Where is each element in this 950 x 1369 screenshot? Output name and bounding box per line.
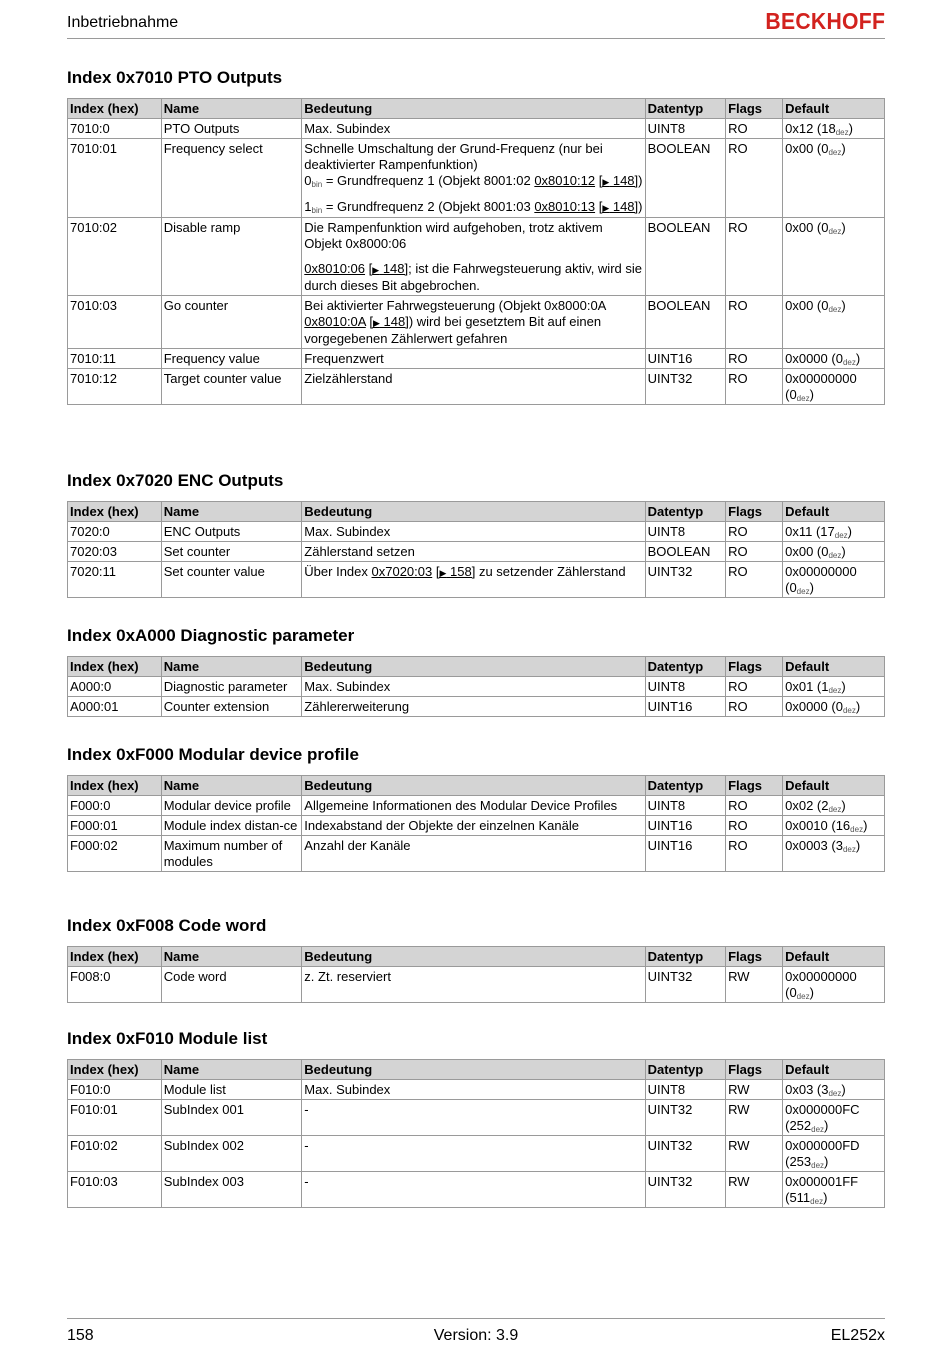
column-header-datatype: Datentyp <box>645 502 725 522</box>
cell-index: 7020:03 <box>68 542 162 562</box>
table-header-row <box>68 776 885 796</box>
cell-default: 0x11 $(17_{dez})$ <box>783 522 885 542</box>
cell-name: PTO Outputs <box>161 119 302 139</box>
section-title: Index 0xF000 Modular device profile <box>67 745 359 764</box>
table-header-row <box>68 657 885 677</box>
cell-name: Counter extension <box>161 697 302 717</box>
table-row <box>68 677 885 697</box>
column-header-name: Name <box>161 657 302 677</box>
column-header-datatype: Datentyp <box>645 1060 725 1080</box>
cell-flags: RO <box>726 349 783 369</box>
column-header-default: Default <box>783 1060 885 1080</box>
column-header-datatype: Datentyp <box>645 99 725 119</box>
cell-flags: RO <box>726 816 783 836</box>
object-table <box>67 656 885 717</box>
column-header-default: Default <box>783 776 885 796</box>
cell-name: Frequency select <box>161 139 302 218</box>
column-header-index: Index (hex) <box>68 657 162 677</box>
cell-meaning: Über Index 0x7020:03 [▶ 158] zu setzender Zählerstand <box>302 562 645 598</box>
column-header-flags: Flags <box>726 947 783 967</box>
cell-name: SubIndex 001 <box>161 1100 302 1136</box>
cell-default: 0x00 $(0_{dez})$ <box>783 296 885 349</box>
header-title: Inbetriebnahme <box>67 14 179 31</box>
cell-name: Target counter value <box>161 369 302 405</box>
cell-index: 7010:0 <box>68 119 162 139</box>
column-header-flags: Flags <box>726 99 783 119</box>
column-header-name: Name <box>161 1060 302 1080</box>
cell-default: 0x12 $(18_{dez})$ <box>783 119 885 139</box>
cell-flags: RO <box>726 296 783 349</box>
cell-datatype: UINT8 <box>645 1080 725 1100</box>
object-table <box>67 946 885 1003</box>
cell-flags: RW <box>726 1100 783 1136</box>
column-header-default: Default <box>783 99 885 119</box>
table-row <box>68 139 885 218</box>
cell-meaning: Zielzählerstand <box>302 369 645 405</box>
cell-meaning: - <box>302 1100 645 1136</box>
cell-index: 7020:0 <box>68 522 162 542</box>
table-row <box>68 816 885 836</box>
table-header-row <box>68 99 885 119</box>
table-row <box>68 218 885 296</box>
object-table <box>67 775 885 872</box>
table-row <box>68 119 885 139</box>
table-row <box>68 542 885 562</box>
cell-datatype: UINT16 <box>645 816 725 836</box>
cell-datatype: BOOLEAN <box>645 296 725 349</box>
column-header-meaning: Bedeutung <box>302 502 645 522</box>
table-row <box>68 697 885 717</box>
cell-datatype: UINT16 <box>645 697 725 717</box>
column-header-index: Index (hex) <box>68 947 162 967</box>
cell-meaning: - <box>302 1172 645 1208</box>
column-header-index: Index (hex) <box>68 502 162 522</box>
cell-flags: RO <box>726 119 783 139</box>
cell-index: 7010:11 <box>68 349 162 369</box>
column-header-datatype: Datentyp <box>645 657 725 677</box>
cell-default: 0x00000000 $(0_{dez})$ <box>783 967 885 1003</box>
cell-default: 0x000001FF $(511_{dez})$ <box>783 1172 885 1208</box>
cell-flags: RW <box>726 1136 783 1172</box>
cell-name: Modular device profile <box>161 796 302 816</box>
cell-flags: RO <box>726 836 783 872</box>
column-header-flags: Flags <box>726 502 783 522</box>
column-header-index: Index (hex) <box>68 99 162 119</box>
cell-index: 7010:12 <box>68 369 162 405</box>
cell-flags: RW <box>726 1080 783 1100</box>
table-row <box>68 522 885 542</box>
cell-meaning: Schnelle Umschaltung der Grund-Frequenz (nur bei deaktivierter Rampenfunktion) $0_{bin}$ = Grundfrequenz 1 (Objekt 8001:02 0x8010:12 [▶ 148]) $1_{bin}$ = Grundfrequenz 2 (Objekt 8001:03 0x8010:13 [▶ 148]) <box>302 139 645 218</box>
cell-default: 0x00 $(0_{dez})$ <box>783 139 885 218</box>
section-title: Index 0x7020 ENC Outputs <box>67 471 284 490</box>
table-row <box>68 1172 885 1208</box>
cell-name: Module list <box>161 1080 302 1100</box>
column-header-meaning: Bedeutung <box>302 1060 645 1080</box>
column-header-meaning: Bedeutung <box>302 776 645 796</box>
cell-datatype: UINT8 <box>645 796 725 816</box>
cell-flags: RO <box>726 562 783 598</box>
table-row <box>68 1080 885 1100</box>
table-row <box>68 1100 885 1136</box>
page-footer <box>67 1318 885 1351</box>
cell-datatype: UINT8 <box>645 119 725 139</box>
section-title: Index 0x7010 PTO Outputs <box>67 68 283 87</box>
cell-name: Set counter value <box>161 562 302 598</box>
table-row <box>68 967 885 1003</box>
cell-meaning: Max. Subindex <box>302 1080 645 1100</box>
cell-flags: RW <box>726 1172 783 1208</box>
cell-datatype: UINT32 <box>645 562 725 598</box>
column-header-meaning: Bedeutung <box>302 947 645 967</box>
object-table <box>67 98 885 405</box>
cell-default: 0x000000FD $(253_{dez})$ <box>783 1136 885 1172</box>
page-header <box>67 8 885 39</box>
cell-name: Set counter <box>161 542 302 562</box>
cell-index: 7020:11 <box>68 562 162 598</box>
cell-meaning: Max. Subindex <box>302 677 645 697</box>
cell-datatype: UINT16 <box>645 349 725 369</box>
cell-meaning: Max. Subindex <box>302 522 645 542</box>
cell-index: 7010:03 <box>68 296 162 349</box>
cell-index: F008:0 <box>68 967 162 1003</box>
table-row <box>68 562 885 598</box>
cell-default: 0x01 $(1_{dez})$ <box>783 677 885 697</box>
cell-meaning: Max. Subindex <box>302 119 645 139</box>
column-header-default: Default <box>783 502 885 522</box>
cell-index: F000:0 <box>68 796 162 816</box>
cell-name: ENC Outputs <box>161 522 302 542</box>
cell-flags: RO <box>726 369 783 405</box>
cell-index: A000:0 <box>68 677 162 697</box>
cell-meaning: Allgemeine Informationen des Modular Device Profiles <box>302 796 645 816</box>
section-title: Index 0xF008 Code word <box>67 916 267 935</box>
cell-datatype: UINT32 <box>645 369 725 405</box>
cell-index: F010:03 <box>68 1172 162 1208</box>
cell-meaning: Bei aktivierter Fahrwegsteuerung (Objekt 0x8000:0A 0x8010:0A [▶ 148]) wird bei gesetztem Bit auf einen vorgegebenen Zählerwert gefahren <box>302 296 645 349</box>
cell-name: Module index distan-ce <box>161 816 302 836</box>
cell-meaning: Zählerstand setzen <box>302 542 645 562</box>
cell-flags: RO <box>726 218 783 296</box>
cell-datatype: UINT32 <box>645 1100 725 1136</box>
cell-name: SubIndex 003 <box>161 1172 302 1208</box>
cell-meaning: Zählererweiterung <box>302 697 645 717</box>
cell-flags: RW <box>726 967 783 1003</box>
cell-index: F010:02 <box>68 1136 162 1172</box>
cell-default: 0x0010 $(16_{dez})$ <box>783 816 885 836</box>
column-header-default: Default <box>783 657 885 677</box>
column-header-meaning: Bedeutung <box>302 99 645 119</box>
cell-index: 7010:01 <box>68 139 162 218</box>
cell-datatype: BOOLEAN <box>645 139 725 218</box>
cell-index: F000:02 <box>68 836 162 872</box>
cell-index: F010:0 <box>68 1080 162 1100</box>
table-header-row <box>68 502 885 522</box>
cell-datatype: UINT32 <box>645 967 725 1003</box>
cell-default: 0x0000 $(0_{dez})$ <box>783 697 885 717</box>
cell-datatype: UINT32 <box>645 1172 725 1208</box>
column-header-index: Index (hex) <box>68 1060 162 1080</box>
table-row <box>68 1136 885 1172</box>
cell-datatype: UINT8 <box>645 522 725 542</box>
cell-flags: RO <box>726 796 783 816</box>
document-version: Version: 3.9 <box>433 1327 519 1344</box>
column-header-meaning: Bedeutung <box>302 657 645 677</box>
table-row <box>68 296 885 349</box>
cell-default: 0x03 $(3_{dez})$ <box>783 1080 885 1100</box>
cell-name: Frequency value <box>161 349 302 369</box>
cell-meaning: - <box>302 1136 645 1172</box>
cell-name: SubIndex 002 <box>161 1136 302 1172</box>
table-header-row <box>68 947 885 967</box>
table-row <box>68 349 885 369</box>
cell-name: Disable ramp <box>161 218 302 296</box>
cell-default: 0x00 $(0_{dez})$ <box>783 218 885 296</box>
cell-name: Maximum number of modules <box>161 836 302 872</box>
table-row <box>68 836 885 872</box>
column-header-name: Name <box>161 502 302 522</box>
cell-meaning: Anzahl der Kanäle <box>302 836 645 872</box>
column-header-datatype: Datentyp <box>645 776 725 796</box>
cell-name: Code word <box>161 967 302 1003</box>
cell-datatype: BOOLEAN <box>645 218 725 296</box>
column-header-name: Name <box>161 99 302 119</box>
column-header-flags: Flags <box>726 657 783 677</box>
table-row <box>68 369 885 405</box>
cell-flags: RO <box>726 139 783 218</box>
column-header-name: Name <box>161 776 302 796</box>
column-header-default: Default <box>783 947 885 967</box>
cell-flags: RO <box>726 677 783 697</box>
section-title: Index 0xA000 Diagnostic parameter <box>67 626 355 645</box>
cell-name: Diagnostic parameter <box>161 677 302 697</box>
object-table <box>67 501 885 598</box>
cell-default: 0x00000000 $(0_{dez})$ <box>783 369 885 405</box>
cell-default: 0x000000FC $(252_{dez})$ <box>783 1100 885 1136</box>
table-row <box>68 796 885 816</box>
product-name: EL252x <box>830 1327 885 1344</box>
section-title: Index 0xF010 Module list <box>67 1029 268 1048</box>
table-header-row <box>68 1060 885 1080</box>
column-header-index: Index (hex) <box>68 776 162 796</box>
cell-default: 0x02 $(2_{dez})$ <box>783 796 885 816</box>
cell-flags: RO <box>726 542 783 562</box>
cell-meaning: Frequenzwert <box>302 349 645 369</box>
page-number: 158 <box>67 1327 94 1344</box>
cell-datatype: UINT8 <box>645 677 725 697</box>
cell-name: Go counter <box>161 296 302 349</box>
cell-meaning: Indexabstand der Objekte der einzelnen Kanäle <box>302 816 645 836</box>
cell-datatype: BOOLEAN <box>645 542 725 562</box>
cell-index: A000:01 <box>68 697 162 717</box>
object-table <box>67 1059 885 1208</box>
cell-meaning: z. Zt. reserviert <box>302 967 645 1003</box>
cell-datatype: UINT32 <box>645 1136 725 1172</box>
cell-flags: RO <box>726 522 783 542</box>
column-header-datatype: Datentyp <box>645 947 725 967</box>
beckhoff-logo: BECKHOFF <box>765 8 885 34</box>
cell-default: 0x00000000 $(0_{dez})$ <box>783 562 885 598</box>
column-header-name: Name <box>161 947 302 967</box>
cell-index: F010:01 <box>68 1100 162 1136</box>
cell-index: 7010:02 <box>68 218 162 296</box>
cell-datatype: UINT16 <box>645 836 725 872</box>
column-header-flags: Flags <box>726 1060 783 1080</box>
cell-index: F000:01 <box>68 816 162 836</box>
cell-default: 0x0000 $(0_{dez})$ <box>783 349 885 369</box>
cell-meaning: Die Rampenfunktion wird aufgehoben, trotz aktivem Objekt 0x8000:06 0x8010:06 [▶ 148]; ist die Fahrwegsteuerung aktiv, wird sie durch dieses Bit abgebrochen. <box>302 218 645 296</box>
cell-flags: RO <box>726 697 783 717</box>
cell-default: 0x00 $(0_{dez})$ <box>783 542 885 562</box>
cell-default: 0x0003 $(3_{dez})$ <box>783 836 885 872</box>
column-header-flags: Flags <box>726 776 783 796</box>
